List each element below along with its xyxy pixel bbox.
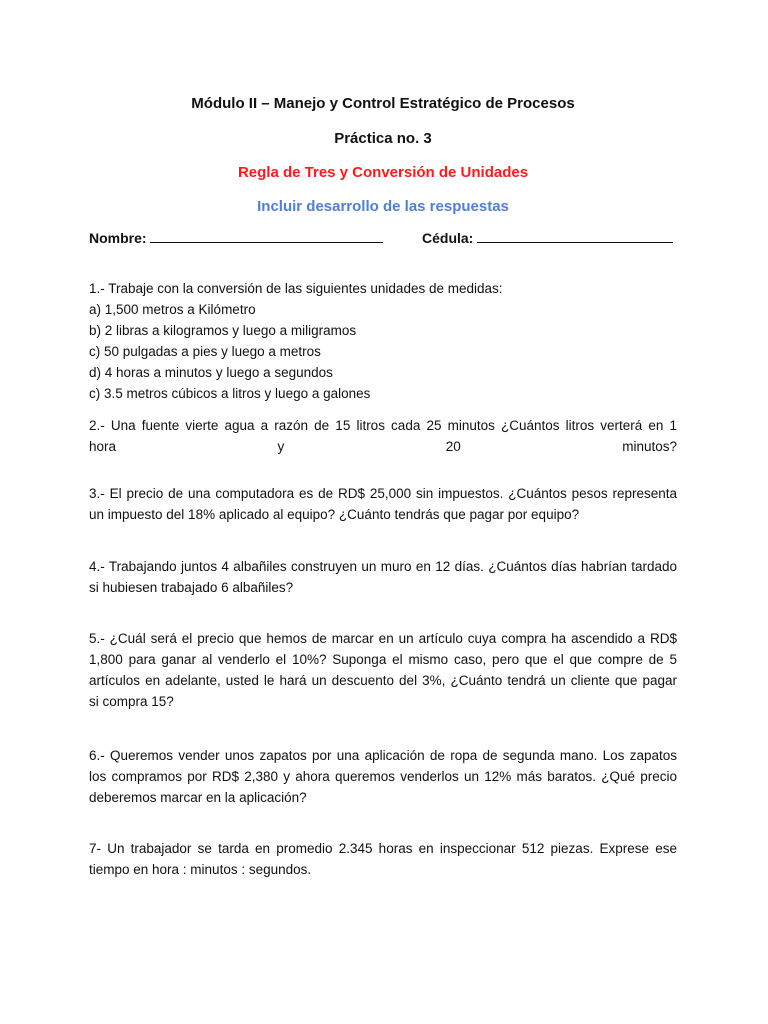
question-1-item-a: a) 1,500 metros a Kilómetro	[89, 302, 256, 317]
question-3	[89, 483, 677, 525]
question-6	[89, 745, 677, 808]
id-blank-line	[477, 230, 673, 243]
question-1-intro: 1.- Trabaje con la conversión de las siguientes unidades de medidas:	[89, 281, 503, 296]
question-1-item-e: c) 3.5 metros cúbicos a litros y luego a galones	[89, 386, 371, 401]
question-6-line-1: 6.- Queremos vender unos zapatos por una aplicación de ropa de segunda mano. Los zapatos	[89, 748, 677, 763]
question-4-line-2: si hubiesen trabajado 6 albañiles?	[89, 580, 294, 595]
practice-number: Práctica no. 3	[334, 130, 432, 147]
question-4	[89, 556, 677, 598]
question-3-line-2: un impuesto del 18% aplicado al equipo? ¿Cuánto tendrás que pagar por equipo?	[89, 507, 580, 522]
question-2-line-2: hora y 20 minutos?	[89, 439, 677, 454]
question-4-line-1: 4.- Trabajando juntos 4 albañiles construyen un muro en 12 días. ¿Cuántos días habrían tardado	[89, 559, 677, 574]
question-6-line-2: los compramos por RD$ 2,380 y ahora queremos venderlos un 12% más baratos. ¿Qué precio	[89, 769, 677, 784]
question-1-item-b: b) 2 libras a kilogramos y luego a miligramos	[89, 323, 357, 338]
name-field	[89, 230, 383, 246]
question-5-line-3: artículos en adelante, usted le hará un descuento del 3%, ¿Cuánto tendrá un cliente que pagar	[89, 673, 677, 688]
question-1	[89, 278, 677, 404]
module-title: Módulo II – Manejo y Control Estratégico de Procesos	[191, 95, 575, 112]
name-blank-line	[150, 230, 383, 243]
question-2	[89, 415, 677, 457]
question-6-line-3: deberemos marcar en la aplicación?	[89, 790, 307, 805]
question-3-line-1: 3.- El precio de una computadora es de RD$ 25,000 sin impuestos. ¿Cuántos pesos representa	[89, 486, 677, 501]
instruction-heading: Incluir desarrollo de las respuestas	[257, 198, 509, 215]
name-label: Nombre:	[89, 230, 147, 246]
question-1-item-d: d) 4 horas a minutos y luego a segundos	[89, 365, 333, 380]
subject-heading: Regla de Tres y Conversión de Unidades	[237, 164, 529, 181]
id-label: Cédula:	[422, 230, 474, 246]
question-5-line-4: si compra 15?	[89, 694, 174, 709]
question-5	[89, 628, 677, 712]
question-7	[89, 838, 677, 880]
question-1-item-c: c) 50 pulgadas a pies y luego a metros	[89, 344, 321, 359]
question-2-line-1: 2.- Una fuente vierte agua a razón de 15 litros cada 25 minutos ¿Cuántos litros verterá en 1	[89, 418, 677, 433]
question-5-line-1: 5.- ¿Cuál será el precio que hemos de marcar en un artículo cuya compra ha ascendido a RD$	[89, 631, 677, 646]
question-7-line-2: tiempo en hora : minutos : segundos.	[89, 862, 312, 877]
question-5-line-2: 1,800 para ganar al venderlo el 10%? Suponga el mismo caso, pero que el que compre de 5	[89, 652, 677, 667]
id-field	[422, 230, 673, 246]
question-7-line-1: 7- Un trabajador se tarda en promedio 2.345 horas en inspeccionar 512 piezas. Exprese ese	[89, 841, 677, 856]
